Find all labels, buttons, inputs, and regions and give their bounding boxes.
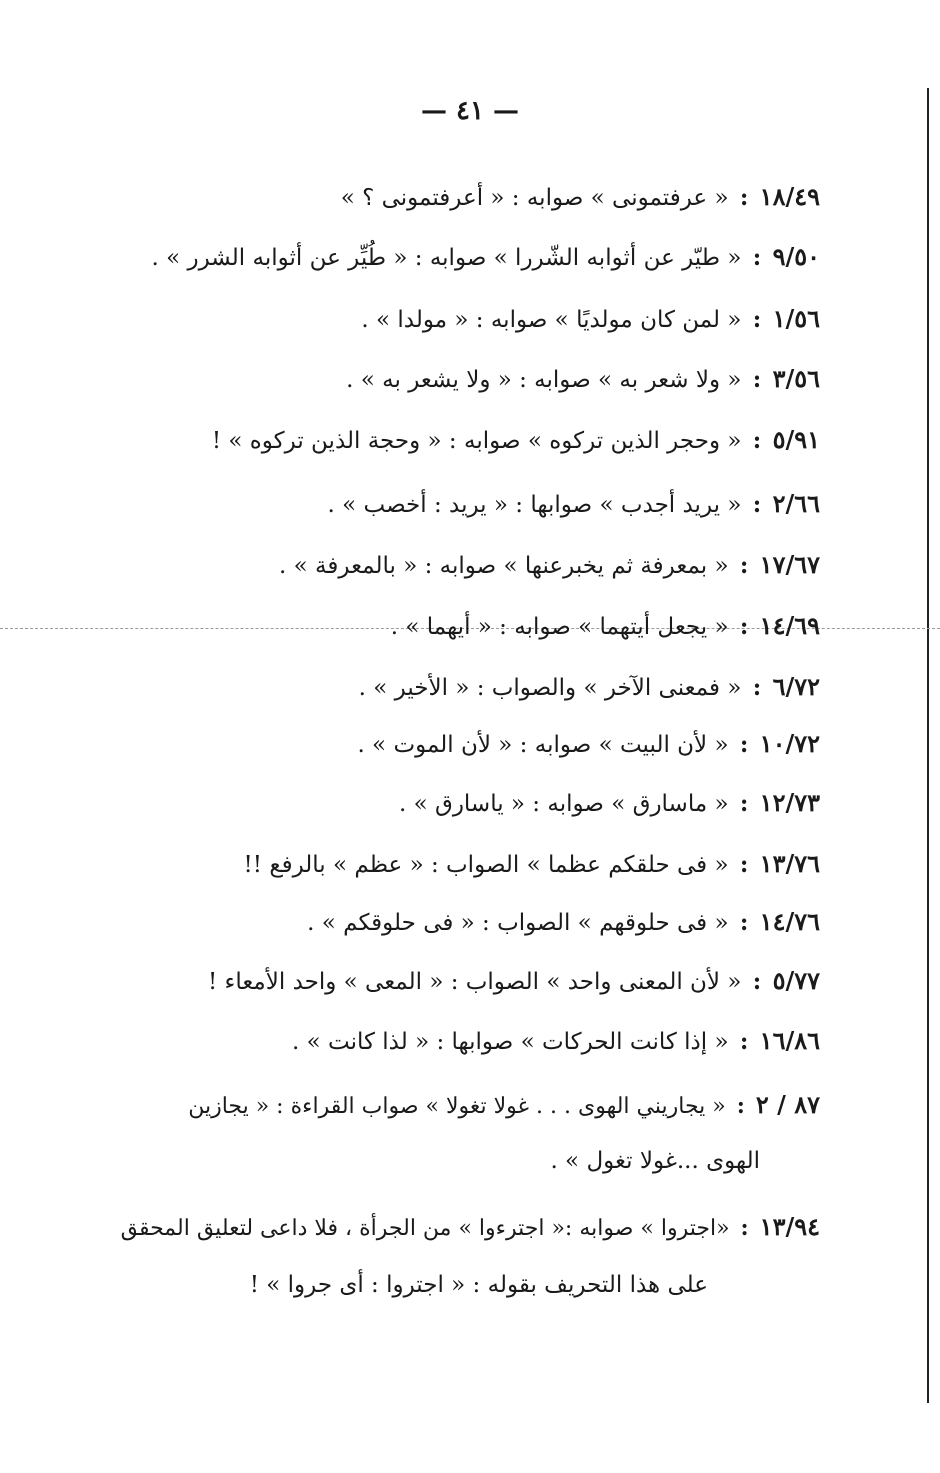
entry-separator: :: [739, 790, 749, 817]
entry-text: « ماسارق » صوابه : « ياسارق » .: [398, 791, 729, 817]
entry-text: « وحجر الذين تركوه » صوابه : « وحجة الذين تركوه » !: [211, 428, 742, 454]
entry-text: « بمعرفة ثم يخبرعنها » صوابه : « بالمعرفة » .: [279, 553, 729, 579]
entry-separator: :: [752, 968, 762, 995]
entry-separator: :: [752, 366, 762, 393]
entry-reference: ٣/٥٦: [772, 364, 820, 393]
entry-reference: ١٨/٤٩: [759, 182, 820, 211]
entry-reference: ١٢/٧٣: [759, 788, 820, 817]
entry-separator: :: [752, 306, 762, 333]
entry-separator: :: [740, 1215, 749, 1241]
entry-separator: :: [739, 552, 749, 579]
entry-reference: ١٤/٦٩: [759, 611, 820, 640]
entry-reference: ١٤/٧٦: [759, 907, 820, 936]
entry-reference: ٨٧ / ٢: [755, 1090, 820, 1119]
entry-text: « فى حلقكم عظما » الصواب : « عظم » بالرفع !!: [243, 852, 729, 878]
entry-separator: :: [739, 851, 749, 878]
entry-text: « عرفتمونى » صوابه : « أعرفتمونى ؟ »: [340, 185, 729, 211]
entry-reference: ١٣/٧٦: [759, 849, 820, 878]
errata-entry: [346, 362, 820, 396]
entry-separator: :: [752, 491, 762, 518]
entry-separator: :: [752, 674, 762, 701]
entry-separator: :: [739, 1028, 749, 1055]
entry-separator: :: [739, 184, 749, 211]
entry-text: « يريد أجدب » صوابها : « يريد : أخصب » .: [327, 492, 742, 518]
entry-text: « فى حلوقهم » الصواب : « فى حلوقكم » .: [307, 910, 729, 936]
errata-entry: [212, 423, 820, 457]
errata-entry: [188, 1088, 820, 1122]
entry-text: « طيّر عن أثوابه الشّررا » صوابه : « طُيِّر عن أثوابه الشرر » .: [151, 245, 742, 271]
entry-text: « لأن المعنى واحد » الصواب : « المعى » واحد الأمعاء !: [207, 969, 742, 995]
errata-entry: [279, 548, 820, 582]
entry-separator: :: [739, 731, 749, 758]
entry-reference: ٦/٧٢: [772, 672, 820, 701]
entry-reference: ١٣/٩٤: [759, 1212, 820, 1241]
entry-text: « ولا شعر به » صوابه : « ولا يشعر به » .: [346, 367, 742, 393]
errata-entry: [208, 964, 820, 998]
errata-entry: [391, 609, 820, 643]
errata-entry: [151, 240, 820, 274]
page-edge-rule: [927, 88, 929, 1403]
errata-entry: [328, 487, 821, 521]
entry-text: « يجاريني الهوى . . . غولا تغولا » صواب القراءة : « يجازين: [188, 1094, 726, 1119]
entry-reference: ٥/٩١: [772, 425, 820, 454]
entry-text: « لأن البيت » صوابه : « لأن الموت » .: [357, 732, 729, 758]
errata-entry: [361, 302, 820, 336]
entry-text: « لمن كان مولديًا » صوابه : « مولدا » .: [361, 307, 742, 333]
page-number: — ٤١ —: [420, 96, 520, 126]
errata-entry: [292, 1024, 820, 1058]
entry-separator: :: [739, 613, 749, 640]
entry-reference: ١/٥٦: [772, 304, 820, 333]
errata-entry: [341, 180, 820, 214]
entry-text: « فمعنى الآخر » والصواب : « الأخير » .: [358, 675, 742, 701]
entry-reference: ١٠/٧٢: [759, 729, 820, 758]
entry-reference: ٥/٧٧: [772, 966, 820, 995]
entry-reference: ٩/٥٠: [772, 242, 820, 271]
errata-entry: [399, 786, 820, 820]
errata-entry: [121, 1210, 820, 1244]
entry-text: «اجتروا » صوابه :« اجترءوا » من الجرأة ، فلا داعى لتعليق المحقق: [120, 1216, 730, 1241]
entry-separator: :: [736, 1093, 745, 1119]
entry-text: « إذا كانت الحركات » صوابها : « لذا كانت » .: [292, 1029, 729, 1055]
errata-entry: [359, 670, 820, 704]
entry-separator: :: [739, 909, 749, 936]
errata-entry: [357, 727, 820, 761]
errata-entry: [307, 905, 820, 939]
entry-continuation: الهوى ...غولا تغول » .: [550, 1148, 760, 1174]
entry-text: « يجعل أيتهما » صوابه : « أيهما » .: [390, 614, 729, 640]
entry-separator: :: [752, 427, 762, 454]
entry-separator: :: [752, 244, 762, 271]
entry-reference: ١٦/٨٦: [759, 1026, 820, 1055]
entry-reference: ١٧/٦٧: [759, 550, 820, 579]
entry-continuation: على هذا التحريف بقوله : « اجتروا : أى جروا » !: [249, 1272, 708, 1298]
errata-entry: [244, 847, 820, 881]
entry-reference: ٢/٦٦: [772, 489, 820, 518]
